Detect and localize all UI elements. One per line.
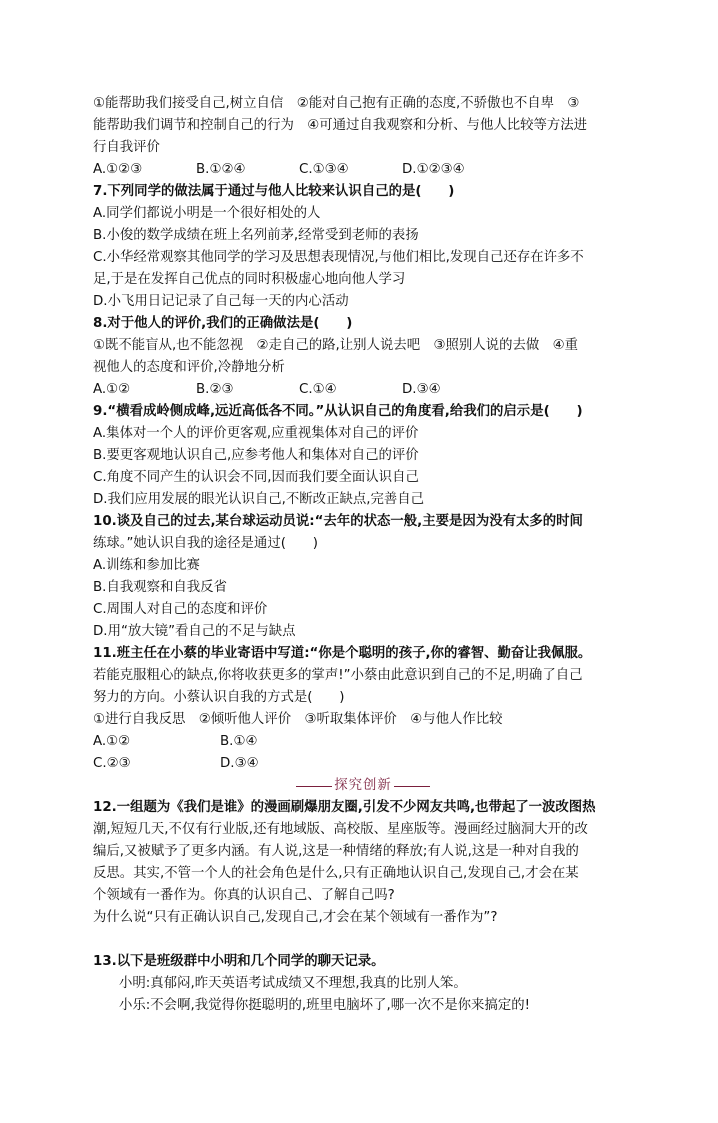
question-stem-continued: 若能克服粗心的缺点,你将收获更多的掌声!”小蔡由此意识到自己的不足,明确了自己 (93, 668, 583, 683)
choice-a: A.集体对一个人的评价更客观,应重视集体对自己的评价 (93, 426, 419, 441)
choice-d: D.①②③④ (402, 162, 465, 177)
question-13 (93, 951, 633, 1017)
choice-b: B.小俊的数学成绩在班上名列前茅,经常受到老师的表扬 (93, 228, 419, 243)
choice-a: A.同学们都说小明是一个很好相处的人 (93, 206, 321, 221)
text-line: 反思。其实,不管一个人的社会角色是什么,只有正确地认识自己,发现自己,才会在某 (93, 866, 579, 881)
divider-rule-left (296, 786, 332, 787)
choice-a: A.①② (93, 734, 131, 749)
question-12 (93, 797, 633, 929)
question-stem-continued: 努力的方向。小蔡认识自我的方式是( ) (93, 690, 345, 705)
choice-a: A.①②③ (93, 162, 143, 177)
answer-choices (93, 379, 633, 401)
choice-c: C.②③ (93, 756, 131, 771)
question-stem: 7.下列同学的做法属于通过与他人比较来认识自己的是( ) (93, 184, 455, 199)
choice-d: D.我们应用发展的眼光认识自己,不断改正缺点,完善自己 (93, 492, 425, 507)
choice-d: D.小飞用日记记录了自己每一天的内心活动 (93, 294, 349, 309)
question-6-options (93, 93, 633, 181)
choice-b: B.要更客观地认识自己,应参考他人和集体对自己的评价 (93, 448, 419, 463)
choice-c: C.①④ (299, 382, 337, 397)
choice-a: A.①② (93, 382, 131, 397)
text-line: 编后,又被赋予了更多内涵。有人说,这是一种情绪的释放;有人说,这是一种对自我的 (93, 844, 579, 859)
answer-choices-row-1 (93, 731, 633, 753)
choice-c-continued: 足,于是在发挥自己优点的同时积极虚心地向他人学习 (93, 272, 406, 287)
choice-a: A.训练和参加比赛 (93, 558, 200, 573)
question-stem: 8.对于他人的评价,我们的正确做法是( ) (93, 316, 353, 331)
text-line: 行自我评价 (93, 140, 160, 155)
choice-c: C.①③④ (299, 162, 349, 177)
question-10 (93, 511, 633, 643)
question-stem: 13.以下是班级群中小明和几个同学的聊天记录。 (93, 954, 385, 969)
question-stem: 9.“横看成岭侧成峰,远近高低各不同。”从认识自己的角度看,给我们的启示是( ) (93, 404, 583, 419)
answer-choices-row-2 (93, 753, 633, 775)
question-stem-continued: 练球。”她认识自我的途径是通过( ) (93, 536, 318, 551)
question-7 (93, 181, 633, 313)
question-stem: 11.班主任在小蔡的毕业寄语中写道:“你是个聪明的孩子,你的睿智、勤奋让我佩服。 (93, 646, 592, 661)
document-content (93, 93, 633, 1017)
section-title: 探究创新 (334, 778, 392, 793)
question-11 (93, 643, 633, 775)
choice-d: D.③④ (402, 382, 441, 397)
question-9 (93, 401, 633, 511)
text-line: 视他人的态度和评价,冷静地分析 (93, 360, 285, 375)
choice-b: B.①④ (220, 734, 258, 749)
choice-b: B.自我观察和自我反省 (93, 580, 227, 595)
question-stem: 10.谈及自己的过去,某台球运动员说:“去年的状态一般,主要是因为没有太多的时间 (93, 514, 583, 529)
chat-line: 小明:真郁闷,昨天英语考试成绩又不理想,我真的比别人笨。 (119, 976, 467, 991)
text-line: 个领域有一番作为。你真的认识自己、了解自己吗? (93, 888, 395, 903)
chat-line: 小乐:不会啊,我觉得你挺聪明的,班里电脑坏了,哪一次不是你来搞定的! (119, 998, 530, 1013)
choice-b: B.①②④ (196, 162, 246, 177)
divider-rule-right (394, 786, 430, 787)
question-prompt: 为什么说“只有正确认识自己,发现自己,才会在某个领域有一番作为”? (93, 910, 498, 925)
text-line: ①既不能盲从,也不能忽视 ②走自己的路,让别人说去吧 ③照别人说的去做 ④重 (93, 338, 579, 353)
text-line: ①进行自我反思 ②倾听他人评价 ③听取集体评价 ④与他人作比较 (93, 712, 503, 727)
choice-d: D.③④ (220, 756, 259, 771)
question-paragraph: 12.一组题为《我们是谁》的漫画刷爆朋友圈,引发不少网友共鸣,也带起了一波改图热 (93, 800, 596, 815)
choice-d: D.用“放大镜”看自己的不足与缺点 (93, 624, 296, 639)
text-line: 能帮助我们调节和控制自己的行为 ④可通过自我观察和分析、与他人比较等方法进 (93, 118, 588, 133)
section-heading (93, 775, 633, 797)
choice-b: B.②③ (196, 382, 234, 397)
choice-c: C.角度不同产生的认识会不同,因而我们要全面认识自己 (93, 470, 419, 485)
choice-c: C.周围人对自己的态度和评价 (93, 602, 268, 617)
answer-choices (93, 159, 633, 181)
text-line: 潮,短短几天,不仅有行业版,还有地域版、高校版、星座版等。漫画经过脑洞大开的改 (93, 822, 588, 837)
question-8 (93, 313, 633, 401)
spacer (93, 929, 633, 951)
text-line: ①能帮助我们接受自己,树立自信 ②能对自己抱有正确的态度,不骄傲也不自卑 ③ (93, 96, 580, 111)
choice-c: C.小华经常观察其他同学的学习及思想表现情况,与他们相比,发现自己还存在许多不 (93, 250, 584, 265)
